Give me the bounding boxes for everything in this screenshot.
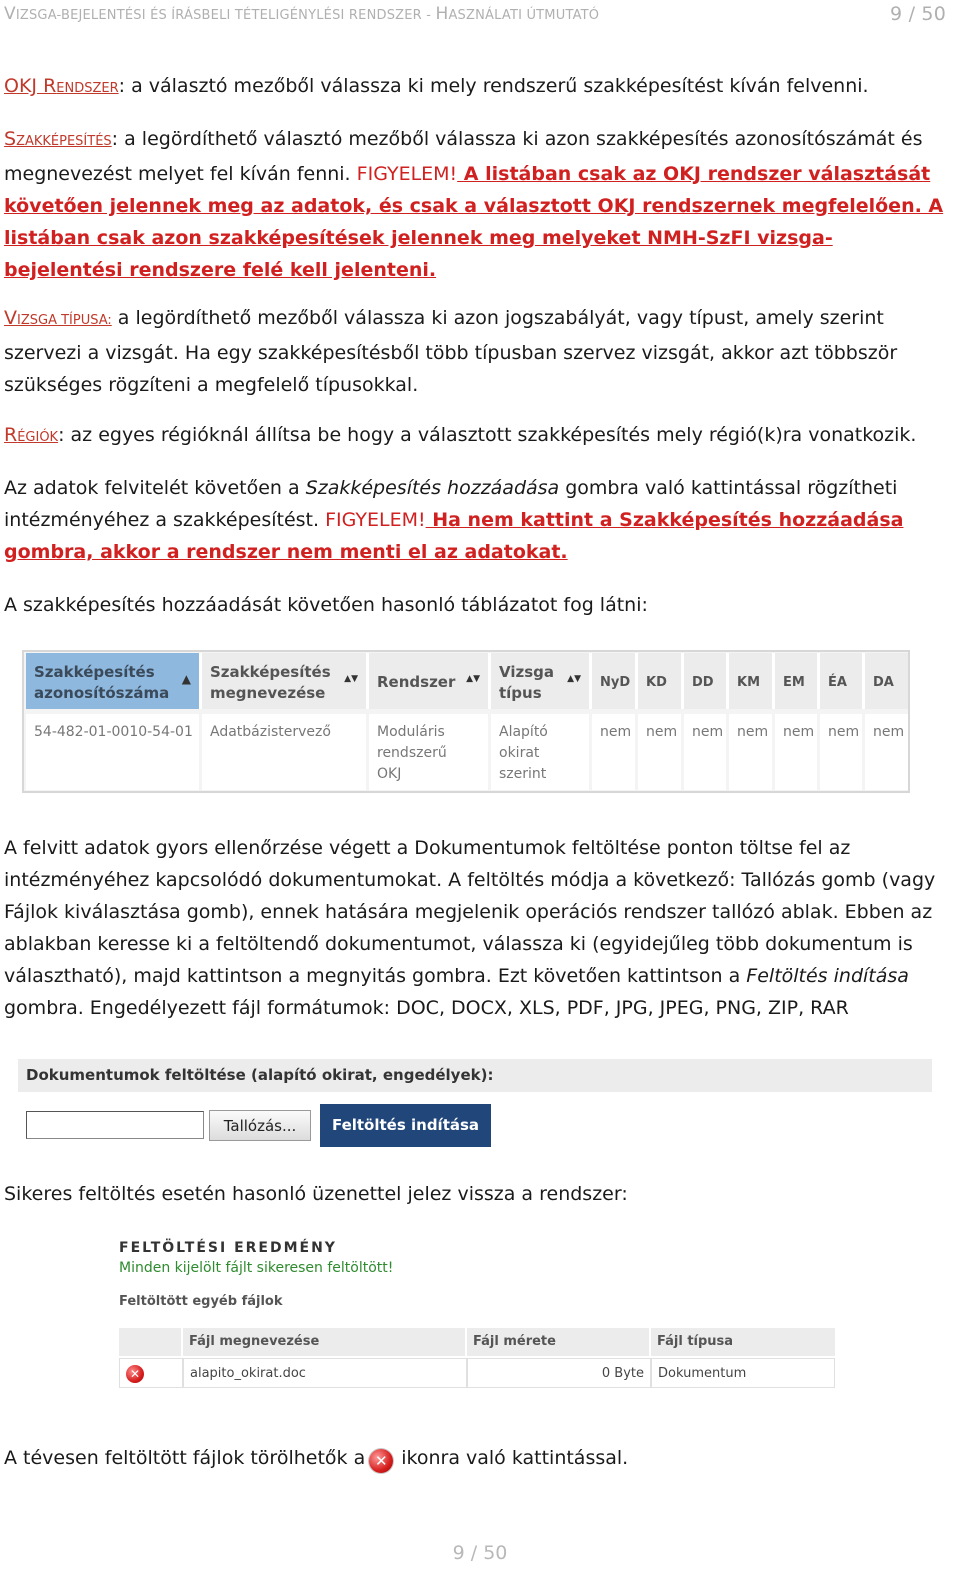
table-cell-ea: nem: [820, 714, 865, 790]
szakkepesites-warning: A listában csak az OKJ rendszer választását követően jelennek meg az adatok, és csak a választott OKJ rendszernek megfelelően. A listában csak azon szakképesítések jelennek meg melyeket NMH-SzFI vizsga-bejelentési rendszere felé kell jelenteni.: [4, 163, 944, 281]
delete-icon-inline: ✕: [369, 1449, 393, 1473]
qualification-table: [24, 652, 908, 791]
paragraph-vizsga-tipusa: VIZSGA TÍPUSA: a legördíthető mezőből válassza ki azon jogszabályát, vagy típust, amely szerint szervezi a vizsgát. Ha egy szakképesítésből több típusban szervez vizsgát, akkor azt többször szükséges rögzíteni a megfelelő típusokkal.: [4, 307, 898, 396]
table-cell-rendszer: Moduláris rendszerű OKJ: [369, 714, 491, 790]
col-header-da[interactable]: DA: [865, 653, 908, 709]
table-cell-km: nem: [729, 714, 775, 790]
paragraph-okj-rendszer: OKJ RENDSZER: a választó mezőből válassza ki mely rendszerű szakképesítést kíván felvenni.: [4, 75, 869, 97]
vizsga-tipusa-label: VIZSGA TÍPUSA:: [4, 307, 112, 329]
sort-asc-icon: ▲: [181, 672, 191, 686]
adatok-warning: Ha nem kattint a Szakképesítés hozzáadása gombra, akkor a rendszer nem menti el az adatokat.: [4, 509, 904, 563]
table-cell-nyd: nem: [592, 714, 638, 790]
result-header-action: [119, 1328, 183, 1356]
table-cell-megnevezes: Adatbázistervező: [202, 714, 369, 790]
browse-button[interactable]: Tallózás...: [209, 1110, 311, 1141]
paragraph-regiok: RÉGIÓK: az egyes régióknál állítsa be hogy a választott szakképesítés mely régió(k)ra vonatkozik.: [4, 424, 917, 446]
paragraph-torles: A tévesen feltöltött fájlok törölhetők a ✕ ikonra való kattintással.: [4, 1442, 948, 1474]
table-cell-da: nem: [865, 714, 908, 790]
sort-icon: ▲▼: [466, 674, 480, 684]
upload-result-title: FELTÖLTÉSI EREDMÉNY: [119, 1240, 337, 1256]
file-path-input[interactable]: [26, 1111, 204, 1139]
col-header-km[interactable]: KM: [729, 653, 775, 709]
figyelem-label-2: FIGYELEM!: [325, 509, 426, 531]
sort-icon: ▲▼: [344, 674, 358, 684]
paragraph-sikeres: Sikeres feltöltés esetén hasonló üzenettel jelez vissza a rendszer:: [4, 1183, 628, 1205]
upload-success-message: Minden kijelölt fájlt sikeresen feltöltött!: [119, 1260, 394, 1276]
feltoltes-inditasa-italic: Feltöltés indítása: [746, 965, 909, 987]
delete-icon[interactable]: ✕: [126, 1365, 144, 1383]
sort-icon: ▲▼: [567, 674, 581, 684]
header-page-number: 9 / 50: [890, 3, 946, 25]
table-cell-vizsga-tipus: Alapító okirat szerint: [491, 714, 592, 790]
header-title: VIZSGA-BEJELENTÉSI ÉS ÍRÁSBELI TÉTELIGÉNYLÉSI RENDSZER - HASZNÁLATI ÚTMUTATÓ: [4, 4, 600, 24]
paragraph-szakkepesites: SZAKKÉPESÍTÉS: a legördíthető választó mezőből válassza ki azon szakképesítés azonosítószámát és megnevezést melyet fel kíván fenni. FIGYELEM! A listában csak az OKJ rendszer választását követően jelennek meg az adatok, és csak a választott OKJ rendszernek megfelelően. A listában csak azon szakképesítések jelennek meg melyeket NMH-SzFI vizsga-bejelentési rendszere felé kell jelenteni.: [4, 128, 944, 281]
result-cell-delete: [119, 1358, 183, 1388]
regiok-label: RÉGIÓK: [4, 424, 59, 446]
paragraph-tablazat-intro: A szakképesítés hozzáadását követően hasonló táblázatot fog látni:: [4, 594, 648, 616]
col-header-em[interactable]: EM: [775, 653, 820, 709]
col-header-kd[interactable]: KD: [638, 653, 684, 709]
uploaded-files-table: [119, 1328, 835, 1390]
table-cell-kd: nem: [638, 714, 684, 790]
table-cell-dd: nem: [684, 714, 729, 790]
result-cell-name: alapito_okirat.doc: [183, 1358, 467, 1388]
col-header-ea[interactable]: ÉA: [820, 653, 865, 709]
col-header-azonositoszam[interactable]: Szakképesítés azonosítószáma ▲: [26, 653, 202, 709]
col-header-rendszer[interactable]: Rendszer ▲▼: [369, 653, 491, 709]
okj-rendszer-label: OKJ RENDSZER: [4, 75, 119, 97]
col-header-nyd[interactable]: NyD: [592, 653, 638, 709]
uploaded-files-subtitle: Feltöltött egyéb fájlok: [119, 1294, 283, 1309]
paragraph-feltoltes: A felvitt adatok gyors ellenőrzése végett a Dokumentumok feltöltése ponton töltse fel az intézményéhez kapcsolódó dokumentumokat. A feltöltés módja a következő: Tallózás gomb (vagy Fájlok kiválasztása gomb), ennek hatására megjelenik operációs rendszer tallózó ablak. Ebben az ablakban keresse ki a feltöltendő dokumentumot, válassza ki (egyidejűleg több dokumentum is választható), majd kattintson a megnyitás gombra. Ezt követően kattintson a Feltöltés indítása gombra. Engedélyezett fájl formátumok: DOC, DOCX, XLS, PDF, JPG, JPEG, PNG, ZIP, RAR: [4, 837, 936, 1019]
figyelem-label: FIGYELEM!: [356, 163, 458, 185]
table-cell-azonositoszam: 54-482-01-0010-54-01: [26, 714, 202, 790]
result-header-type: Fájl típusa: [651, 1328, 835, 1356]
upload-section-title: Dokumentumok feltöltése (alapító okirat, engedélyek):: [18, 1059, 932, 1092]
paragraph-adatok-felvitele: Az adatok felvitelét követően a Szakképesítés hozzáadása gombra való kattintással rögzítheti intézményéhez a szakképesítést. FIGYELEM! Ha nem kattint a Szakképesítés hozzáadása gombra, akkor a rendszer nem menti el az adatokat.: [4, 477, 904, 563]
col-header-dd[interactable]: DD: [684, 653, 729, 709]
col-header-megnevezes[interactable]: Szakképesítés megnevezése ▲▼: [202, 653, 369, 709]
footer-page-number: 9 / 50: [452, 1542, 508, 1564]
running-header: [0, 0, 960, 26]
qualification-table-screenshot: [22, 650, 910, 793]
result-header-size: Fájl mérete: [467, 1328, 651, 1356]
szakkepesites-hozzaadasa-italic: Szakképesítés hozzáadása: [305, 477, 560, 499]
result-header-name: Fájl megnevezése: [183, 1328, 467, 1356]
result-cell-type: Dokumentum: [651, 1358, 835, 1388]
table-cell-em: nem: [775, 714, 820, 790]
start-upload-button[interactable]: Feltöltés indítása: [320, 1104, 491, 1147]
col-header-vizsga-tipus[interactable]: Vizsga típus ▲▼: [491, 653, 592, 709]
result-cell-size: 0 Byte: [467, 1358, 651, 1388]
szakkepesites-label: SZAKKÉPESÍTÉS: [4, 128, 112, 150]
